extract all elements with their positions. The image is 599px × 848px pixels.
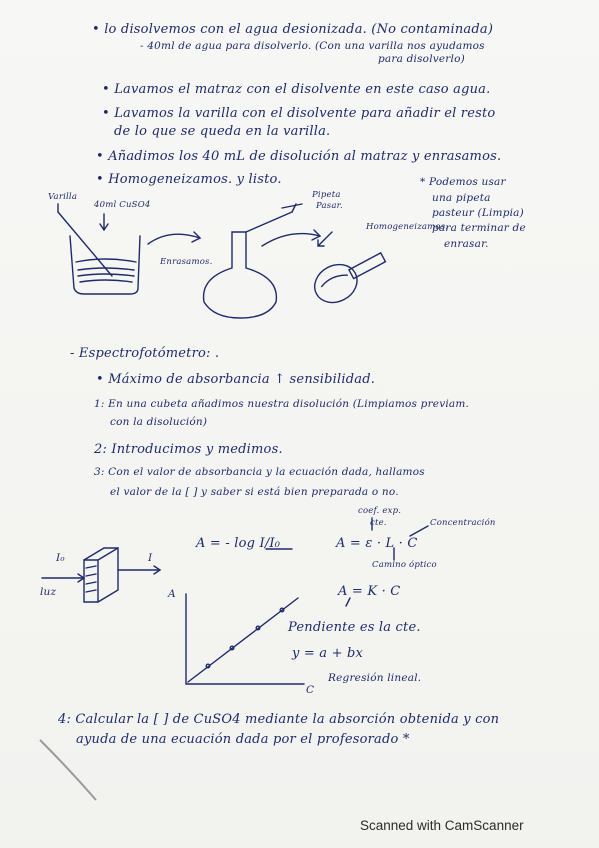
note-line-6: • Homogeneizamos. y listo. [96, 172, 282, 187]
tilted-flask-drawing [308, 257, 364, 309]
espectro-point-4b: el valor de la [ ] y saber si está bien preparada o no. [110, 486, 399, 498]
graph-y-label: A [168, 588, 176, 600]
scanner-watermark: Scanned with CamScanner [360, 818, 524, 833]
label-cte: cte. [370, 518, 387, 528]
note-line-1: • lo disolvemos con el agua desionizada. (No contaminada) [92, 22, 494, 37]
pipette-drawing [246, 212, 292, 232]
espectro-point-1: • Máximo de absorbancia ↑ sensibilidad. [96, 372, 376, 387]
graph-x-label: C [306, 684, 315, 696]
espectro-point-4: 3: Con el valor de absorbancia y la ecuación dada, hallamos [94, 466, 425, 478]
side-note-5: enrasar. [444, 238, 489, 250]
section-title: - Espectrofotómetro: . [70, 346, 220, 361]
arrow-2 [262, 234, 320, 246]
graph-regression-line [188, 598, 298, 682]
label-coef: coef. exp. [358, 506, 402, 516]
note-line-3: • Lavamos el matraz con el disolvente en este caso agua. [102, 82, 491, 97]
label-homogeneizamos: Homogeneizamos. [366, 222, 449, 232]
flask-drawing [204, 232, 277, 318]
espectro-point-3: 2: Introducimos y medimos. [94, 442, 283, 457]
label-cuso4: 40ml CuSO4 [94, 200, 151, 210]
equation-beer-lambert: A = ε · L · C [336, 536, 418, 551]
label-enrasamos: Enrasamos. [160, 257, 213, 267]
side-note-4: para terminar de [432, 222, 526, 234]
label-regresion: Regresión lineal. [328, 672, 422, 684]
note-line-4: • Lavamos la varilla con el disolvente para añadir el resto [102, 106, 496, 121]
note-line-4b: de lo que se queda en la varilla. [114, 124, 331, 139]
note-line-2: - 40ml de agua para disolverlo. (Con una varilla nos ayudamos [140, 40, 485, 52]
side-note-3: pasteur (Limpia) [432, 207, 524, 219]
espectro-point-2: 1: En una cubeta añadimos nuestra disolución (Limpiamos previam. [94, 398, 470, 410]
side-note-1: * Podemos usar [420, 176, 506, 188]
label-linear-eq: y = a + bx [292, 646, 364, 661]
espectro-point-2b: con la disolución) [110, 416, 208, 428]
side-note-2: una pipeta [432, 192, 491, 204]
beaker-drawing [70, 236, 140, 294]
equation-kc: A = K · C [338, 584, 401, 599]
note-line-2b: para disolverlo) [378, 53, 465, 65]
label-pasar: Pasar. [316, 201, 343, 211]
label-varilla: Varilla [48, 192, 78, 202]
equation-beer-log: A = - log I/I₀ [196, 536, 281, 551]
final-line-1: 4: Calcular la [ ] de CuSO4 mediante la absorción obtenida y con [58, 712, 500, 727]
label-i: I [148, 552, 153, 564]
label-pipeta: Pipeta [312, 190, 341, 200]
label-concentracion: Concentración [430, 518, 496, 528]
label-camino-optico: Camino óptico [372, 560, 437, 570]
label-pendiente: Pendiente es la cte. [288, 620, 421, 635]
final-line-2: ayuda de una ecuación dada por el profesorado * [76, 732, 410, 747]
note-line-5: • Añadimos los 40 mL de disolución al matraz y enrasamos. [96, 149, 502, 164]
label-i0: I₀ [56, 552, 65, 564]
label-luz: luz [40, 586, 57, 598]
